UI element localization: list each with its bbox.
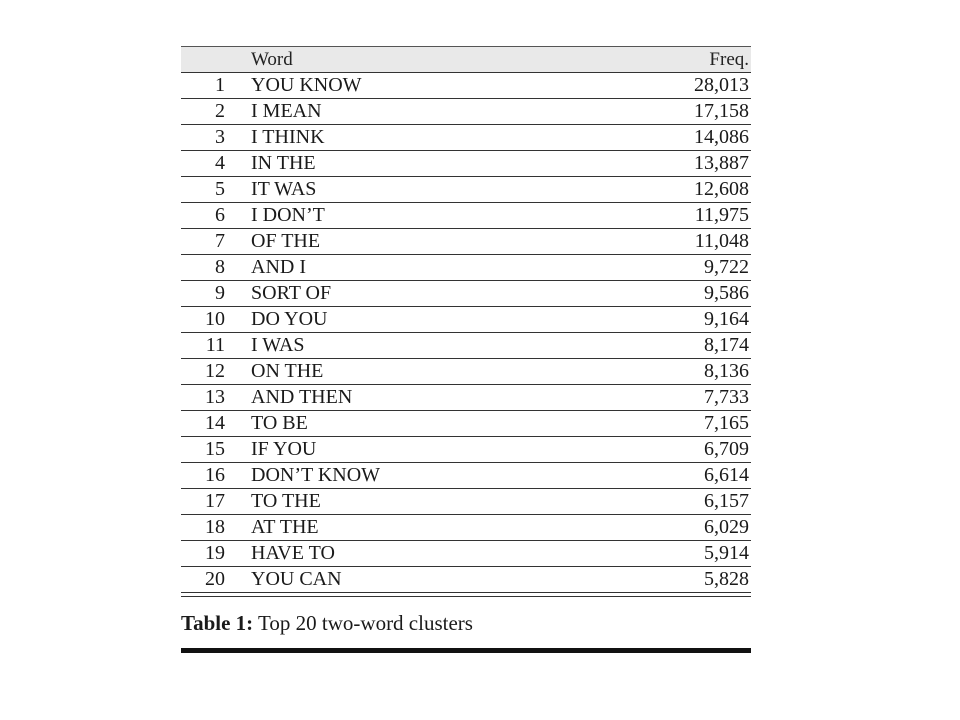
bottom-rule: [181, 594, 751, 597]
table-caption: [181, 611, 751, 636]
row-word: I DON’T: [251, 204, 325, 226]
row-rank: 10: [205, 308, 225, 330]
table-row: [181, 463, 751, 489]
table-row: [181, 541, 751, 567]
row-rank: 9: [215, 282, 225, 304]
row-freq: 7,733: [704, 386, 749, 408]
row-rank: 20: [205, 568, 225, 590]
row-rank: 3: [215, 126, 225, 148]
table-row: [181, 333, 751, 359]
table-row: [181, 99, 751, 125]
row-rank: 1: [215, 74, 225, 96]
row-rank: 6: [215, 204, 225, 226]
row-freq: 9,164: [704, 308, 749, 330]
row-word: DON’T KNOW: [251, 464, 381, 486]
row-freq: 8,174: [704, 334, 749, 356]
row-rank: 11: [205, 334, 225, 356]
table-row: [181, 151, 751, 177]
row-rank: 14: [205, 412, 225, 434]
caption-label: Table 1:: [181, 611, 254, 635]
row-rank: 19: [205, 542, 225, 564]
row-rank: 5: [215, 178, 225, 200]
table-row: [181, 177, 751, 203]
row-word: DO YOU: [251, 308, 328, 330]
row-freq: 17,158: [694, 100, 749, 122]
row-word: YOU KNOW: [251, 74, 362, 96]
row-freq: 28,013: [694, 74, 749, 96]
cluster-table: [181, 46, 751, 653]
table-row: [181, 203, 751, 229]
row-word: SORT OF: [251, 282, 332, 304]
table-row: [181, 125, 751, 151]
row-word: I WAS: [251, 334, 305, 356]
table-row: [181, 307, 751, 333]
row-freq: 6,709: [704, 438, 749, 460]
row-word: TO THE: [251, 490, 321, 512]
row-freq: 9,722: [704, 256, 749, 278]
table-row: [181, 73, 751, 99]
row-rank: 2: [215, 100, 225, 122]
table-header: [181, 47, 751, 73]
row-freq: 5,828: [704, 568, 749, 590]
row-freq: 11,048: [694, 230, 749, 252]
row-word: IN THE: [251, 152, 316, 174]
row-word: I THINK: [251, 126, 325, 148]
row-freq: 11,975: [694, 204, 749, 226]
row-word: HAVE TO: [251, 542, 335, 564]
row-rank: 4: [215, 152, 225, 174]
row-freq: 8,136: [704, 360, 749, 382]
row-freq: 13,887: [694, 152, 749, 174]
row-rank: 13: [205, 386, 225, 408]
table-row: [181, 437, 751, 463]
row-word: IT WAS: [251, 178, 317, 200]
table-row: [181, 567, 751, 593]
row-rank: 16: [205, 464, 225, 486]
row-word: IF YOU: [251, 438, 317, 460]
row-freq: 6,157: [704, 490, 749, 512]
table-row: [181, 385, 751, 411]
header-freq: Freq.: [709, 48, 749, 70]
row-freq: 7,165: [704, 412, 749, 434]
row-freq: 9,586: [704, 282, 749, 304]
header-word: Word: [251, 48, 293, 70]
row-word: AND I: [251, 256, 306, 278]
row-word: OF THE: [251, 230, 321, 252]
table-row: [181, 229, 751, 255]
row-word: AT THE: [251, 516, 319, 538]
row-freq: 12,608: [694, 178, 749, 200]
row-rank: 17: [205, 490, 225, 512]
table-row: [181, 359, 751, 385]
row-word: TO BE: [251, 412, 308, 434]
table-row: [181, 515, 751, 541]
table-row: [181, 489, 751, 515]
row-rank: 12: [205, 360, 225, 382]
row-freq: 6,614: [704, 464, 749, 486]
table-body: [181, 73, 751, 593]
row-freq: 5,914: [704, 542, 749, 564]
row-freq: 6,029: [704, 516, 749, 538]
row-rank: 18: [205, 516, 225, 538]
row-word: AND THEN: [251, 386, 353, 408]
row-rank: 15: [205, 438, 225, 460]
row-word: ON THE: [251, 360, 324, 382]
row-freq: 14,086: [694, 126, 749, 148]
caption-rule: [181, 648, 751, 653]
row-rank: 7: [215, 230, 225, 252]
table-row: [181, 281, 751, 307]
row-word: YOU CAN: [251, 568, 342, 590]
row-word: I MEAN: [251, 100, 322, 122]
caption-text: Top 20 two-word clusters: [253, 611, 473, 635]
table-row: [181, 255, 751, 281]
row-rank: 8: [215, 256, 225, 278]
table-row: [181, 411, 751, 437]
